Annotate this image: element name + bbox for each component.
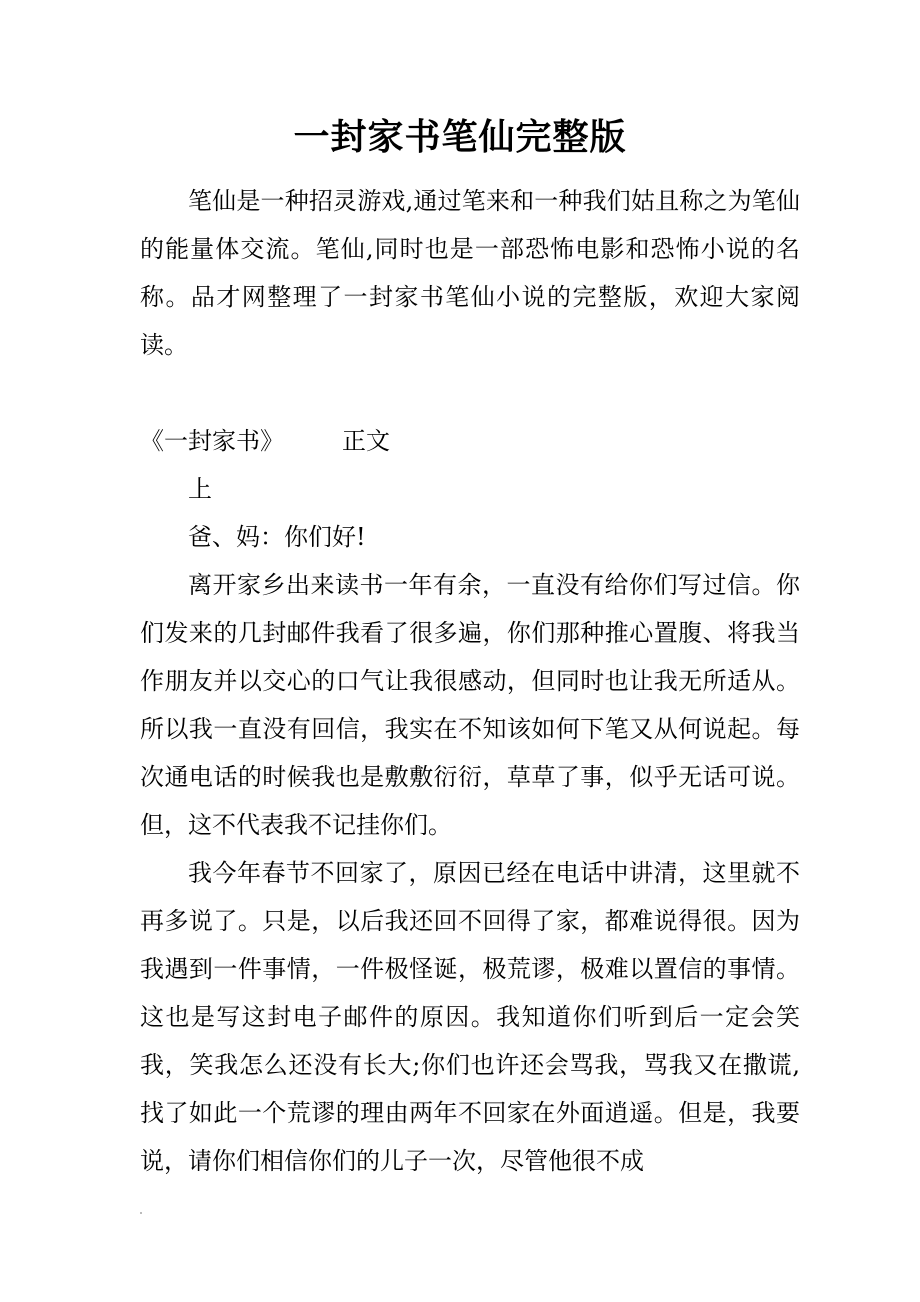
body-label: 正文 xyxy=(342,427,390,455)
letter-salutation: 爸、妈：你们好! xyxy=(188,523,366,551)
chapter-heading xyxy=(140,417,390,465)
letter-paragraph-2: 我今年春节不回家了，原因已经在电话中讲清，这里就不再多说了。只是，以后我还回不回得了家，都难说得很。因为我遇到一件事情，一件极怪诞，极荒谬，极难以置信的事情。这也是写这封电子邮件的原因。我知道你们听到后一定会笑我，笑我怎么还没有长大;你们也许还会骂我，骂我又在撒谎,找了如此一个荒谬的理由两年不回家在外面逍遥。但是，我要说，请你们相信你们的儿子一次，尽管他很不成 xyxy=(140,859,800,1175)
book-title: 《一封家书》 xyxy=(140,427,284,455)
intro-paragraph: 笔仙是一种招灵游戏,通过笔来和一种我们姑且称之为笔仙的能量体交流。笔仙,同时也是一部恐怖电影和恐怖小说的名称。品才网整理了一封家书笔仙小说的完整版，欢迎大家阅读。 xyxy=(140,187,800,359)
section-label: 上 xyxy=(188,475,212,503)
letter-paragraph-1: 离开家乡出来读书一年有余，一直没有给你们写过信。你们发来的几封邮件我看了很多遍，你们那种推心置腹、将我当作朋友并以交心的口气让我很感动，但同时也让我无所适从。所以我一直没有回信，我实在不知该如何下笔又从何说起。每次通电话的时候我也是敷敷衍衍，草草了事，似乎无话可说。但，这不代表我不记挂你们。 xyxy=(140,571,800,839)
page-footer-mark xyxy=(140,1212,142,1214)
document-title: 一封家书笔仙完整版 xyxy=(293,116,627,158)
intro-section xyxy=(140,177,800,369)
letter-body xyxy=(140,561,800,1185)
